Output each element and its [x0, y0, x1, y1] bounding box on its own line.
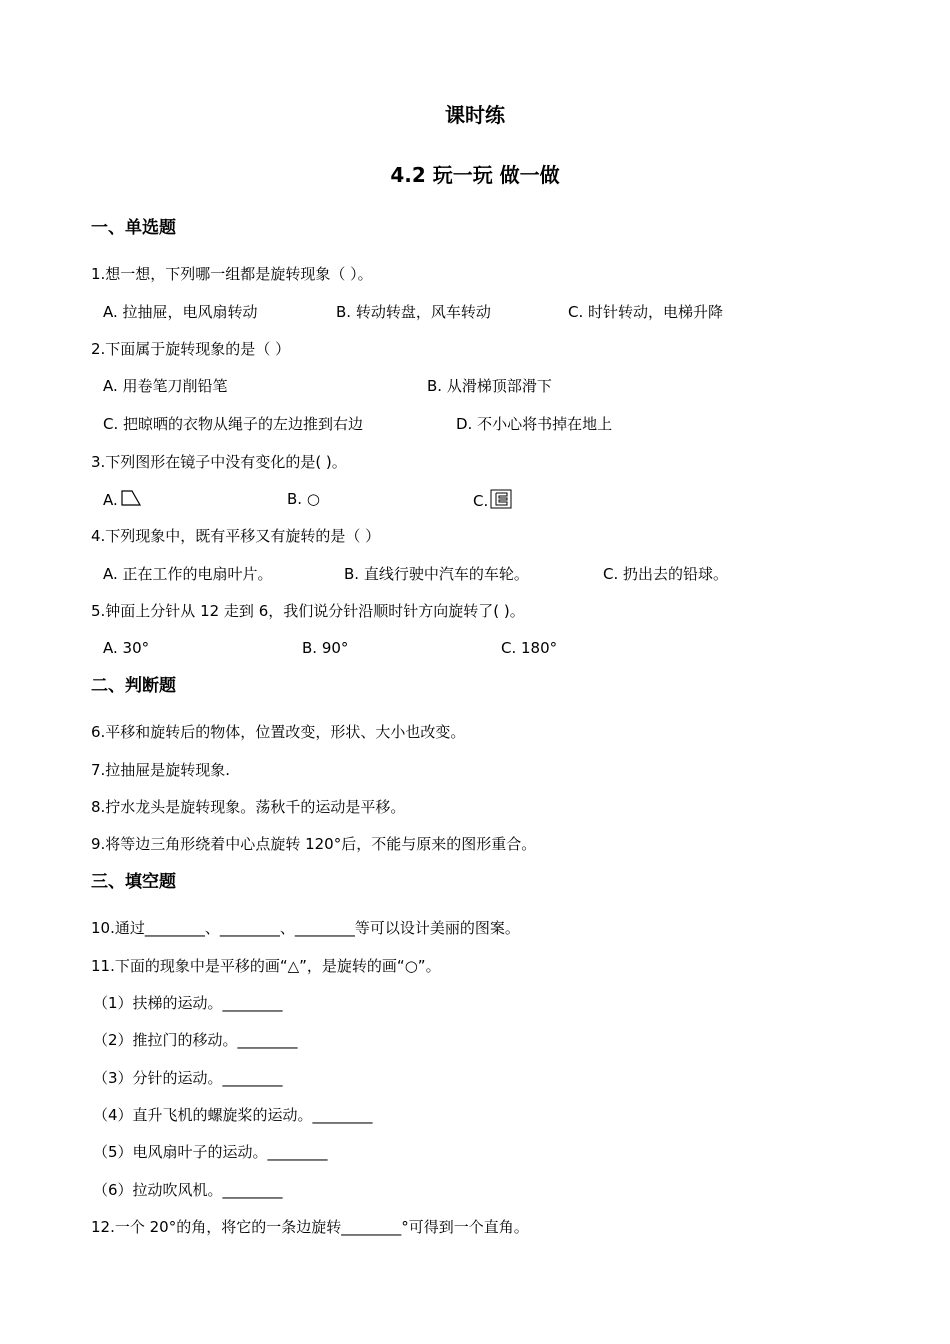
- section-single-choice: 一、单选题: [91, 218, 176, 238]
- page-title: 课时练: [445, 103, 505, 127]
- page-subtitle: 4.2 玩一玩 做一做: [390, 163, 560, 187]
- trapezoid-figure-icon: [120, 489, 142, 512]
- question-4-option-c: C. 扔出去的铅球。: [603, 565, 729, 583]
- question-11-item: （3）分针的运动。________: [93, 1069, 283, 1087]
- question-11-item: （5）电风扇叶子的运动。________: [93, 1143, 328, 1161]
- question-1-option-b: B. 转动转盘，风车转动: [336, 303, 491, 321]
- question-5-option-b: B. 90°: [302, 639, 349, 657]
- question-4-stem: 4.下列现象中，既有平移又有旋转的是（ ）: [91, 527, 381, 545]
- question-1-option-a: A. 拉抽屉，电风扇转动: [103, 303, 258, 321]
- section-judgement: 二、判断题: [91, 676, 176, 696]
- question-5-stem: 5.钟面上分针从 12 走到 6，我们说分针沿顺时针方向旋转了( )。: [91, 602, 525, 620]
- question-2-option-b: B. 从滑梯顶部滑下: [427, 377, 552, 395]
- question-2-option-c: C. 把晾晒的衣物从绳子的左边推到右边: [103, 415, 364, 433]
- question-3-option-a: [103, 489, 142, 512]
- question-2-stem: 2.下面属于旋转现象的是（ ）: [91, 340, 291, 358]
- question-1-option-c: C. 时针转动，电梯升降: [568, 303, 724, 321]
- question-9: 9.将等边三角形绕着中心点旋转 120°后，不能与原来的图形重合。: [91, 835, 537, 853]
- question-2-option-a: A. 用卷笔刀削铅笔: [103, 377, 228, 395]
- question-11-item: （6）拉动吹风机。________: [93, 1181, 283, 1199]
- question-6: 6.平移和旋转后的物体，位置改变，形状、大小也改变。: [91, 723, 466, 741]
- question-11-item: （1）扶梯的运动。________: [93, 994, 283, 1012]
- question-4-option-a: A. 正在工作的电扇叶片。: [103, 565, 273, 583]
- question-1-stem: 1.想一想，下列哪一组都是旋转现象（ ）。: [91, 265, 373, 283]
- question-2-option-d: D. 不小心将书掉在地上: [456, 415, 613, 433]
- question-3-option-c: [473, 489, 512, 514]
- section-fill-blank: 三、填空题: [91, 872, 176, 892]
- question-8: 8.拧水龙头是旋转现象。荡秋千的运动是平移。: [91, 798, 406, 816]
- question-3-option-c-label: C.: [473, 492, 489, 510]
- question-11-stem: 11.下面的现象中是平移的画“△”，是旋转的画“○”。: [91, 957, 441, 975]
- question-5-option-a: A. 30°: [103, 639, 150, 657]
- question-3-option-a-label: A.: [103, 491, 118, 509]
- question-12: 12.一个 20°的角，将它的一条边旋转________°可得到一个直角。: [91, 1218, 529, 1236]
- question-7: 7.拉抽屉是旋转现象.: [91, 761, 231, 779]
- question-3-stem: 3.下列图形在镜子中没有变化的是( )。: [91, 453, 347, 471]
- question-5-option-c: C. 180°: [501, 639, 558, 657]
- question-11-item: （4）直升飞机的螺旋桨的运动。________: [93, 1106, 373, 1124]
- e-shape-figure-icon: [490, 489, 512, 514]
- question-11-item: （2）推拉门的移动。________: [93, 1031, 298, 1049]
- question-3-option-b: B. ○: [287, 490, 320, 508]
- question-10: 10.通过________、________、________等可以设计美丽的图案。: [91, 919, 520, 937]
- question-4-option-b: B. 直线行驶中汽车的车轮。: [344, 565, 529, 583]
